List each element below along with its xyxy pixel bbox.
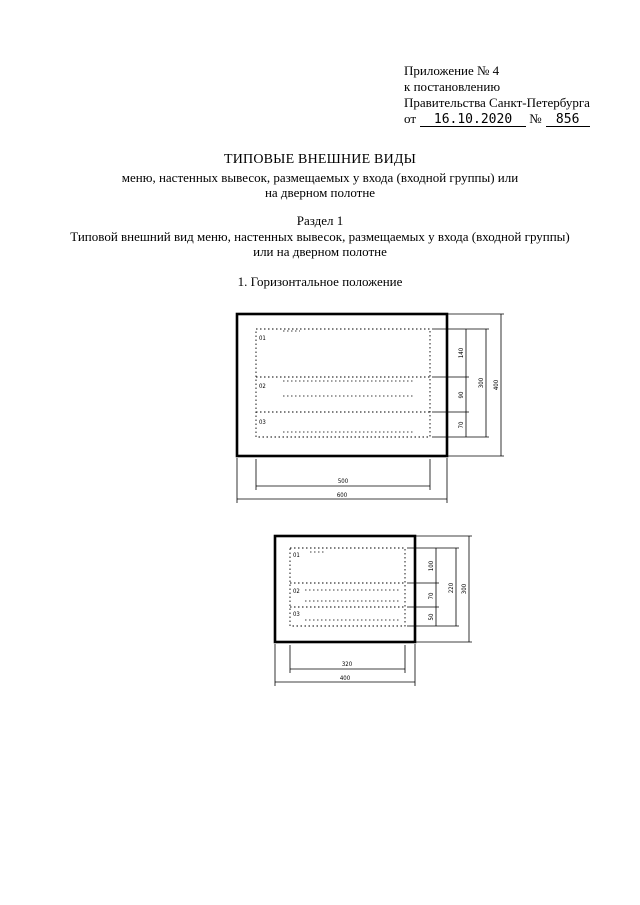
outer-frame-large	[237, 314, 447, 456]
dimension-inner-width-large: 500	[337, 478, 349, 485]
number-label: №	[529, 111, 542, 126]
appendix-government: Правительства Санкт-Петербурга	[404, 95, 590, 110]
dimension-zone3-large: 70	[458, 421, 465, 429]
dimension-zone2-small: 70	[428, 592, 435, 600]
appendix-number: Приложение № 4	[404, 63, 500, 78]
zone-label-large: 02	[259, 383, 266, 390]
from-label: от	[404, 111, 417, 126]
dimension-values-small	[340, 560, 468, 682]
document-subtitle-line1: меню, настенных вывесок, размещаемых у входа (входной группы) или	[121, 170, 519, 185]
dimension-zone1-small: 100	[428, 560, 435, 572]
dimension-zone3-small: 50	[428, 613, 435, 621]
zone-label-small: 01	[293, 552, 300, 559]
inner-frame-large	[256, 329, 430, 437]
section-description-line2: или на дверном полотне	[253, 244, 387, 259]
dimension-zone2-large: 90	[458, 391, 465, 399]
section-label: Раздел 1	[296, 213, 344, 228]
drawing-large	[237, 314, 504, 503]
zone-labels-small	[293, 552, 300, 618]
dimension-inner-height-large: 300	[478, 377, 485, 389]
appendix-to-resolution: к постановлению	[404, 79, 501, 94]
zone-label-large: 01	[259, 335, 266, 342]
orientation-heading: 1. Горизонтальное положение	[237, 274, 403, 289]
resolution-number: 856	[546, 113, 590, 127]
dimension-zone1-large: 140	[458, 347, 465, 359]
section-description-line1: Типовой внешний вид меню, настенных вывесок, размещаемых у входа (входной группы)	[70, 229, 570, 244]
dimension-inner-width-small: 320	[341, 661, 353, 668]
dimension-outer-width-large: 600	[336, 492, 348, 499]
dimension-outer-height-large: 400	[493, 379, 500, 391]
dimension-values-large	[337, 347, 500, 499]
drawing-small	[275, 536, 472, 686]
dimension-outer-height-small: 300	[461, 583, 468, 595]
zone-label-small: 03	[293, 611, 300, 618]
dimension-inner-height-small: 220	[448, 582, 455, 594]
dimension-outer-width-small: 400	[339, 675, 351, 682]
document-subtitle-line2: на дверном полотне	[264, 185, 376, 200]
zone-label-small: 02	[293, 588, 300, 595]
inner-frame-small	[290, 548, 405, 626]
document-title: ТИПОВЫЕ ВНЕШНИЕ ВИДЫ	[223, 152, 417, 167]
zone-label-large: 03	[259, 419, 266, 426]
resolution-date: 16.10.2020	[420, 113, 526, 127]
